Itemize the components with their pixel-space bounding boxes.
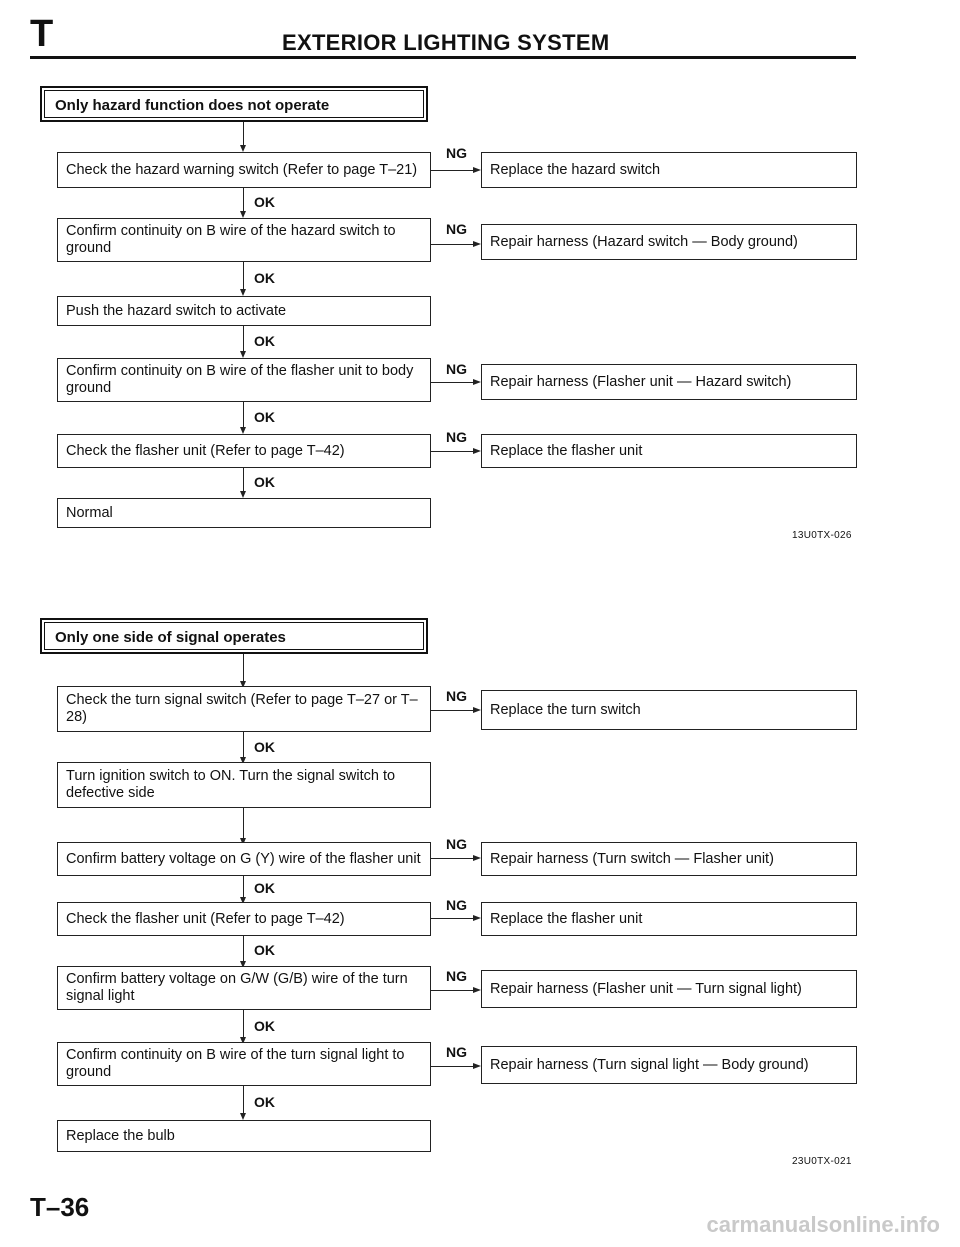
flow2-action-3: Repair harness (Turn switch — Flasher unit) [481,842,857,876]
watermark: carmanualsonline.info [706,1212,940,1237]
ng-label: NG [446,897,467,913]
connector [243,654,244,684]
arrow-right-icon [473,915,481,921]
ok-label: OK [254,194,275,210]
connector [243,326,244,354]
arrow-right-icon [473,167,481,173]
flow2-action-4: Replace the flasher unit [481,902,857,936]
flow1-action-2: Repair harness (Hazard switch — Body ground) [481,224,857,260]
ok-label: OK [254,333,275,349]
ok-label: OK [254,942,275,958]
section-letter: T [30,13,54,55]
ng-connector [431,990,473,991]
ng-label: NG [446,145,467,161]
ng-connector [431,918,473,919]
ng-connector [431,710,473,711]
flow2-step-4: Check the flasher unit (Refer to page T–42) [57,902,431,936]
flow2-action-1: Replace the turn switch [481,690,857,730]
flow2-step-5: Confirm battery voltage on G/W (G/B) wire of the turn signal light [57,966,431,1010]
flow2-step-3: Confirm battery voltage on G (Y) wire of the flasher unit [57,842,431,876]
ok-label: OK [254,880,275,896]
ng-connector [431,244,473,245]
ng-label: NG [446,836,467,852]
flow1-title-box [40,86,428,122]
flow2-title-box [40,618,428,654]
connector [243,1086,244,1116]
arrow-down-icon [240,351,246,358]
flow2-step-7: Replace the bulb [57,1120,431,1152]
arrow-right-icon [473,855,481,861]
flow1-step-5: Check the flasher unit (Refer to page T–42) [57,434,431,468]
ng-label: NG [446,221,467,237]
flow1-step-4: Confirm continuity on B wire of the flasher unit to body ground [57,358,431,402]
flow2-action-5: Repair harness (Flasher unit — Turn signal light) [481,970,857,1008]
ng-label: NG [446,429,467,445]
connector [243,1010,244,1040]
flow1-step-6: Normal [57,498,431,528]
ok-label: OK [254,474,275,490]
arrow-down-icon [240,491,246,498]
ok-label: OK [254,1018,275,1034]
flow1-step-2: Confirm continuity on B wire of the hazard switch to ground [57,218,431,262]
arrow-down-icon [240,289,246,296]
figure-code: 23U0TX-021 [792,1156,852,1167]
flow2-action-6: Repair harness (Turn signal light — Body ground) [481,1046,857,1084]
ok-label: OK [254,1094,275,1110]
arrow-right-icon [473,707,481,713]
page-title: EXTERIOR LIGHTING SYSTEM [282,30,610,55]
flow2-title: Only one side of signal operates [44,622,424,650]
flow1-action-5: Replace the flasher unit [481,434,857,468]
ok-label: OK [254,409,275,425]
flow1-title: Only hazard function does not operate [44,90,424,118]
connector [243,262,244,292]
flow1-action-1: Replace the hazard switch [481,152,857,188]
arrow-right-icon [473,241,481,247]
ng-connector [431,1066,473,1067]
arrow-down-icon [240,1113,246,1120]
ng-connector [431,451,473,452]
ok-label: OK [254,270,275,286]
ng-label: NG [446,1044,467,1060]
flow1-step-3: Push the hazard switch to activate [57,296,431,326]
arrow-right-icon [473,379,481,385]
figure-code: 13U0TX-026 [792,530,852,541]
connector [243,936,244,964]
ng-connector [431,382,473,383]
flow1-action-4: Repair harness (Flasher unit — Hazard switch) [481,364,857,400]
arrow-down-icon [240,145,246,152]
arrow-right-icon [473,987,481,993]
arrow-down-icon [240,427,246,434]
flow2-step-1: Check the turn signal switch (Refer to page T–27 or T–28) [57,686,431,732]
ng-label: NG [446,688,467,704]
arrow-right-icon [473,1063,481,1069]
page-number: T–36 [30,1192,90,1222]
connector [243,808,244,842]
connector [243,732,244,760]
ng-label: NG [446,968,467,984]
arrow-right-icon [473,448,481,454]
flow2-step-2: Turn ignition switch to ON. Turn the signal switch to defective side [57,762,431,808]
ng-connector [431,170,473,171]
ok-label: OK [254,739,275,755]
arrow-down-icon [240,211,246,218]
ng-connector [431,858,473,859]
flow1-step-1: Check the hazard warning switch (Refer to page T–21) [57,152,431,188]
header-rule [30,56,856,59]
flow2-step-6: Confirm continuity on B wire of the turn signal light to ground [57,1042,431,1086]
connector [243,402,244,430]
ng-label: NG [446,361,467,377]
